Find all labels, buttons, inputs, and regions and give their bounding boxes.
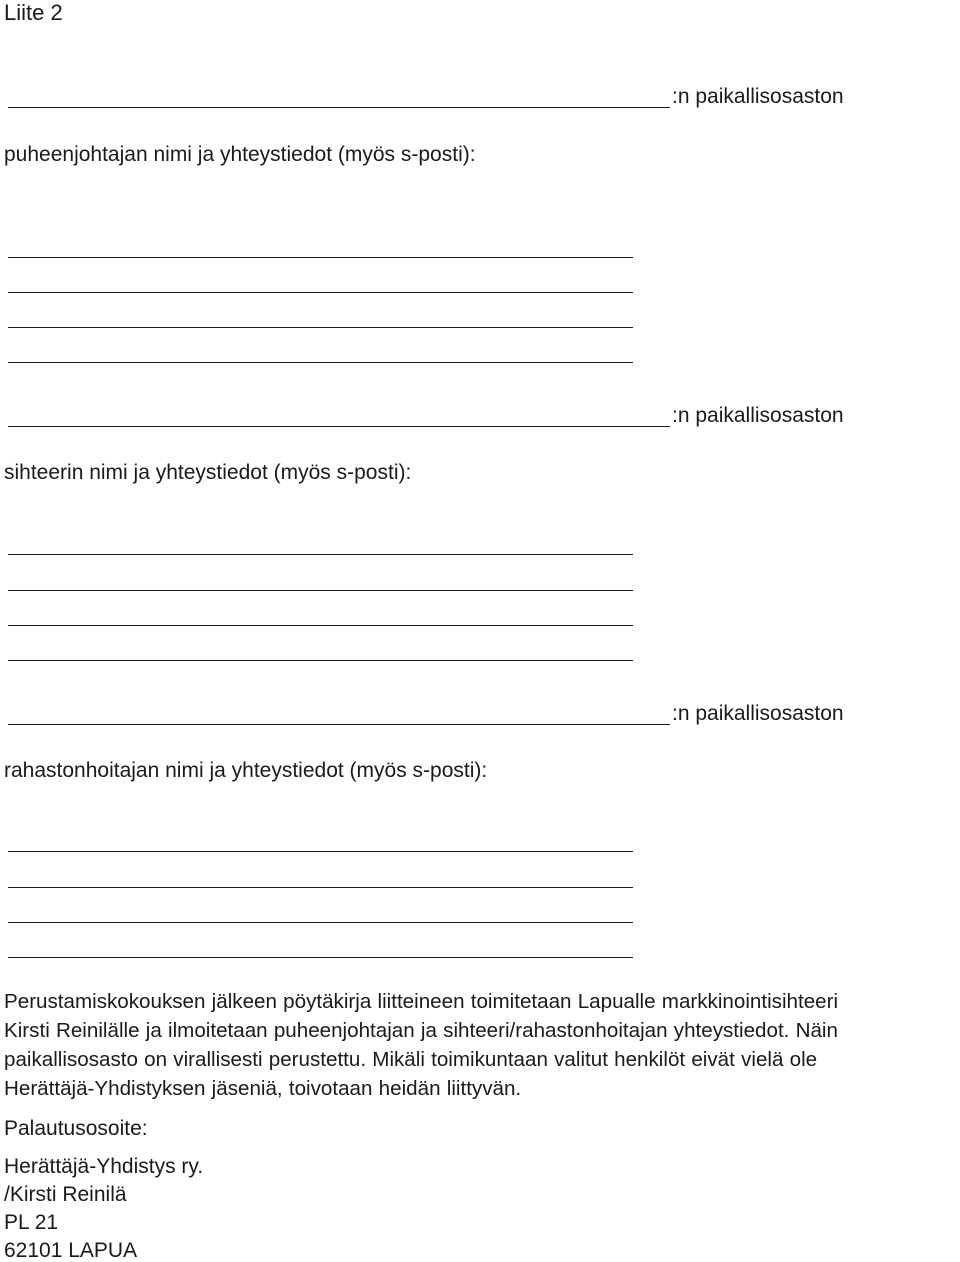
treasurer-contact-label: rahastonhoitajan nimi ja yhteystiedot (myös s-posti): <box>4 759 488 782</box>
return-address-line: 62101 LAPUA <box>4 1239 138 1262</box>
return-address-line: PL 21 <box>4 1211 59 1234</box>
branch-suffix-2: :n paikallisosaston <box>672 404 844 427</box>
secretary-contact-line-1[interactable] <box>8 554 633 555</box>
chair-contact-line-1[interactable] <box>8 257 633 258</box>
paragraph-line: paikallisosasto on virallisesti perustettu. Mikäli toimikuntaan valitut henkilöt eivät vielä ole <box>4 1048 818 1071</box>
treasurer-contact-line-4[interactable] <box>8 957 633 958</box>
return-address-line: /Kirsti Reinilä <box>4 1183 127 1206</box>
secretary-contact-label: sihteerin nimi ja yhteystiedot (myös s-posti): <box>4 461 412 484</box>
treasurer-contact-line-2[interactable] <box>8 887 633 888</box>
chair-contact-line-4[interactable] <box>8 362 633 363</box>
chair-contact-line-3[interactable] <box>8 327 633 328</box>
paragraph-line: Kirsti Reinilälle ja ilmoitetaan puheenjohtajan ja sihteeri/rahastonhoitajan yhteystiedot. Näin <box>4 1019 838 1042</box>
branch-name-line-1[interactable] <box>8 107 670 108</box>
chair-contact-label: puheenjohtajan nimi ja yhteystiedot (myös s-posti): <box>4 143 476 166</box>
return-address-line: Herättäjä-Yhdistys ry. <box>4 1155 204 1178</box>
branch-name-line-2[interactable] <box>8 426 670 427</box>
instructions-paragraph <box>4 987 956 1103</box>
branch-suffix-1: :n paikallisosaston <box>672 85 844 108</box>
branch-name-line-3[interactable] <box>8 724 670 725</box>
branch-suffix-3: :n paikallisosaston <box>672 702 844 725</box>
secretary-contact-line-4[interactable] <box>8 660 633 661</box>
attachment-label: Liite 2 <box>4 0 63 25</box>
secretary-contact-line-2[interactable] <box>8 590 633 591</box>
treasurer-contact-line-1[interactable] <box>8 851 633 852</box>
treasurer-contact-line-3[interactable] <box>8 922 633 923</box>
return-address-label: Palautusosoite: <box>4 1117 148 1140</box>
paragraph-line: Perustamiskokouksen jälkeen pöytäkirja liitteineen toimitetaan Lapualle markkinointisihteeri <box>4 990 839 1013</box>
chair-contact-line-2[interactable] <box>8 292 633 293</box>
paragraph-line: Herättäjä-Yhdistyksen jäseniä, toivotaan heidän liittyvän. <box>4 1077 522 1100</box>
secretary-contact-line-3[interactable] <box>8 625 633 626</box>
